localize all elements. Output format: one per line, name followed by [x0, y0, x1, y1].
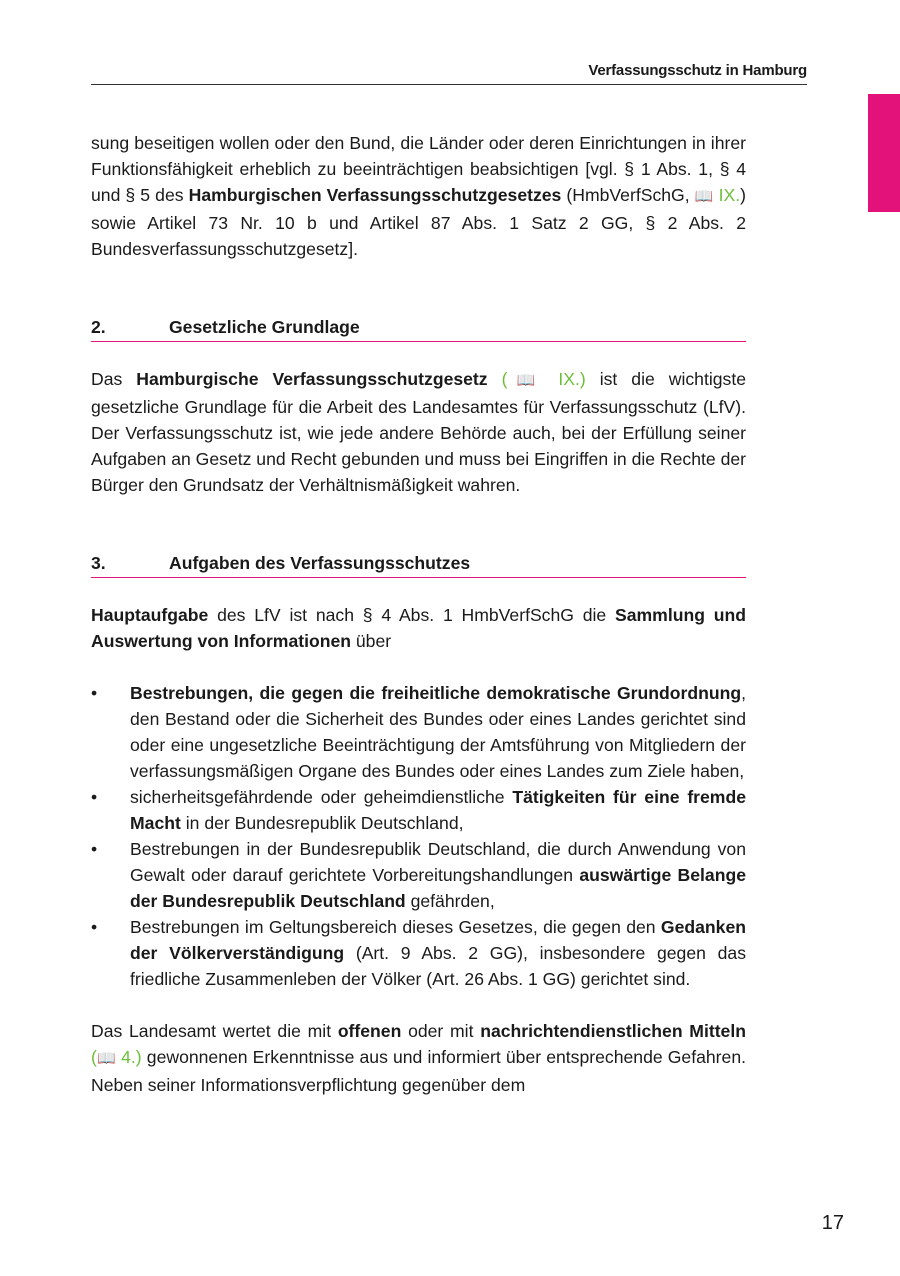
header-rule [91, 84, 807, 85]
book-icon: 📖 [694, 188, 714, 205]
list-item: • sicherheitsgefährdende oder geheimdienstliche Tätigkeiten für eine fremde Macht in der Bundesrepublik Deutschland, [91, 787, 746, 833]
running-header-title: Verfassungsschutz in Hamburg [588, 62, 807, 79]
book-icon: 📖 [96, 1050, 116, 1067]
list-item: • Bestrebungen, die gegen die freiheitliche demokratische Grundordnung, den Bestand oder die Sicherheit des Bundes oder eines Landes gerichtet sind oder eine ungesetzliche Beeinträchtigung der Amtsführung von Mitgliedern der verfassungsmäßigen Organe des Bundes oder eines Landes zum Ziele haben, [91, 683, 746, 781]
list-item: • Bestrebungen im Geltungsbereich dieses Gesetzes, die gegen den Gedanken der Völkerverständigung (Art. 9 Abs. 2 GG), insbesondere gegen das friedliche Zusammenleben der Völker (Art. 26 Abs. 1 GG) gerichtet sind. [91, 917, 746, 989]
section-heading-3: 3. Aufgaben des Verfassungsschutzes [91, 553, 471, 573]
page-number: 17 [821, 1212, 844, 1234]
ref-link[interactable]: IX.) [558, 369, 586, 389]
chapter-thumb-tab [868, 94, 900, 212]
book-icon: 📖 [507, 372, 545, 389]
list-item: • Bestrebungen in der Bundesrepublik Deutschland, die durch Anwendung von Gewalt oder darauf gerichtete Vorbereitungshandlungen auswärtige Belange der Bundesrepublik Deutschland gefährden, [91, 839, 746, 911]
section-2-paragraph: Das Hamburgische Verfassungsschutzgesetz (📖 IX.) ist die wichtigste gesetzliche Grundlage für die Arbeit des Landesamtes für Verfassungsschutz (LfV). Der Verfassungsschutz ist, wie jede andere Behörde auch, bei der Erfüllung seiner Aufgaben an Gesetz und Recht gebunden und muss bei Eingriffen in die Rechte der Bürger den Grundsatz der Verhältnismäßigkeit wahren. [91, 369, 747, 495]
section-3-closing: Das Landesamt wertet die mit offenen oder mit nachrichtendienstlichen Mitteln (📖 4.) gewonnenen Erkenntnisse aus und informiert über entsprechende Gefahren. Neben seiner Informationsverpflichtung gegenüber dem [91, 1021, 746, 1095]
section-heading-2: 2. Gesetzliche Grundlage [91, 317, 360, 337]
section-3-lead: Hauptaufgabe des LfV ist nach § 4 Abs. 1 HmbVerfSchG die Sammlung und Auswertung von Informationen über [91, 605, 746, 651]
task-list [91, 680, 746, 992]
page-body [91, 130, 746, 1098]
ref-link[interactable]: 4.) [121, 1047, 142, 1067]
intro-paragraph: sung beseitigen wollen oder den Bund, die Länder oder deren Einrichtungen in ihrer Funktionsfähigkeit erheblich zu beeinträchtigen beabsichtigen [vgl. § 1 Abs. 1, § 4 und § 5 des Hamburgischen Verfassungsschutzgesetzes (HmbVerfSchG, 📖 IX.) sowie Artikel 73 Nr. 10 b und Artikel 87 Abs. 1 Satz 2 GG, § 2 Abs. 2 Bundesverfassungsschutzgesetz]. [91, 133, 747, 259]
ref-link[interactable]: IX. [718, 185, 741, 205]
